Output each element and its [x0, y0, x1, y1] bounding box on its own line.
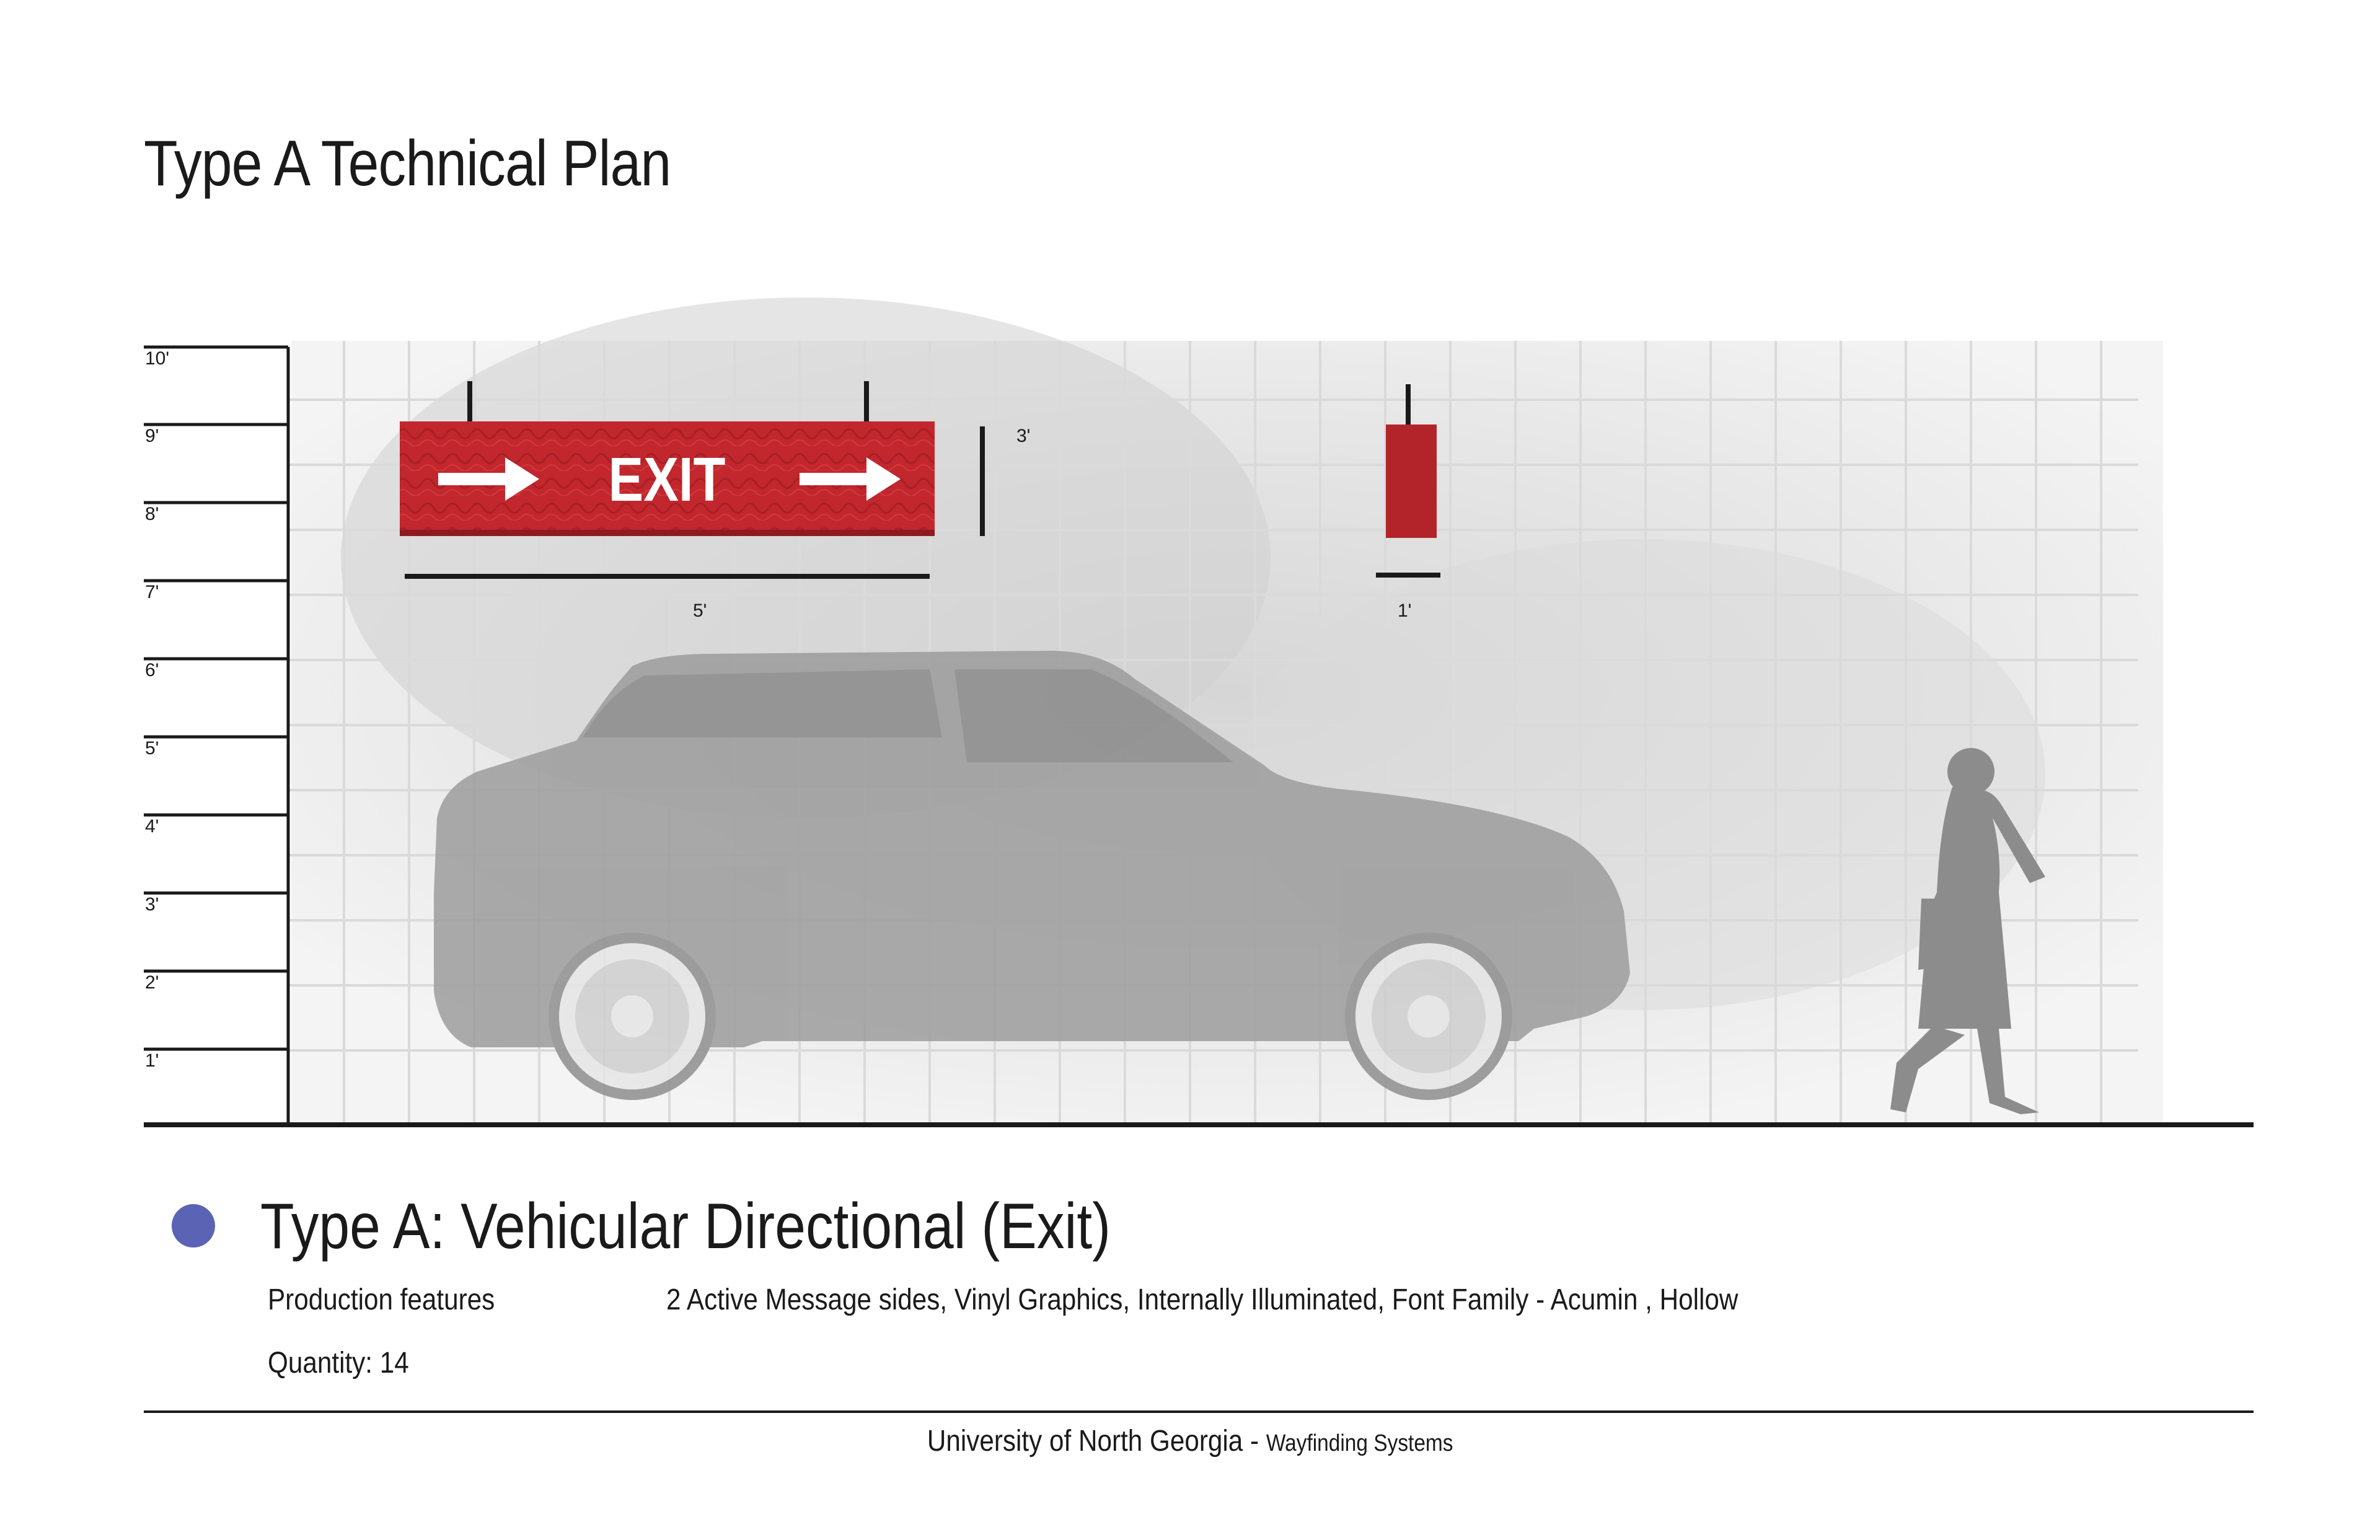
footer-main-text: University of North Georgia - — [927, 1425, 1266, 1458]
footer-org — [927, 1424, 1453, 1458]
type-bullet — [172, 1204, 215, 1247]
scale-label-6: 6' — [145, 660, 159, 680]
dimension-label-side-width: 1' — [1398, 601, 1412, 621]
exit-sign-front — [400, 421, 935, 536]
production-features-label: Production features — [268, 1283, 495, 1316]
scale-label-8: 8' — [145, 504, 159, 524]
scale-label-4: 4' — [145, 816, 159, 837]
scale-label-1: 1' — [145, 1050, 159, 1071]
scale-label-9: 9' — [145, 426, 159, 446]
footer — [0, 1424, 2380, 1458]
exit-sign-text: EXIT — [608, 444, 726, 514]
scale-label-7: 7' — [145, 582, 159, 602]
height-scale — [144, 347, 288, 1125]
footer-divider — [144, 1410, 2254, 1413]
production-features-value: 2 Active Message sides, Vinyl Graphics, Internally Illuminated, Font Family - Acumin , Hollow — [666, 1283, 1739, 1316]
dimension-label-height: 3' — [1016, 426, 1031, 446]
scale-label-2: 2' — [145, 972, 159, 993]
page-title: Type A Technical Plan — [144, 128, 671, 200]
footer-sub-text: Wayfinding Systems — [1266, 1430, 1453, 1456]
scale-label-5: 5' — [145, 738, 159, 759]
dimension-label-width: 5' — [693, 601, 707, 621]
scale-label-3: 3' — [145, 894, 159, 915]
exit-sign-side — [1386, 425, 1437, 538]
scale-label-10: 10' — [145, 348, 170, 369]
type-caption: Type A: Vehicular Directional (Exit) — [260, 1190, 1111, 1262]
quantity-text: Quantity: 14 — [268, 1347, 409, 1379]
